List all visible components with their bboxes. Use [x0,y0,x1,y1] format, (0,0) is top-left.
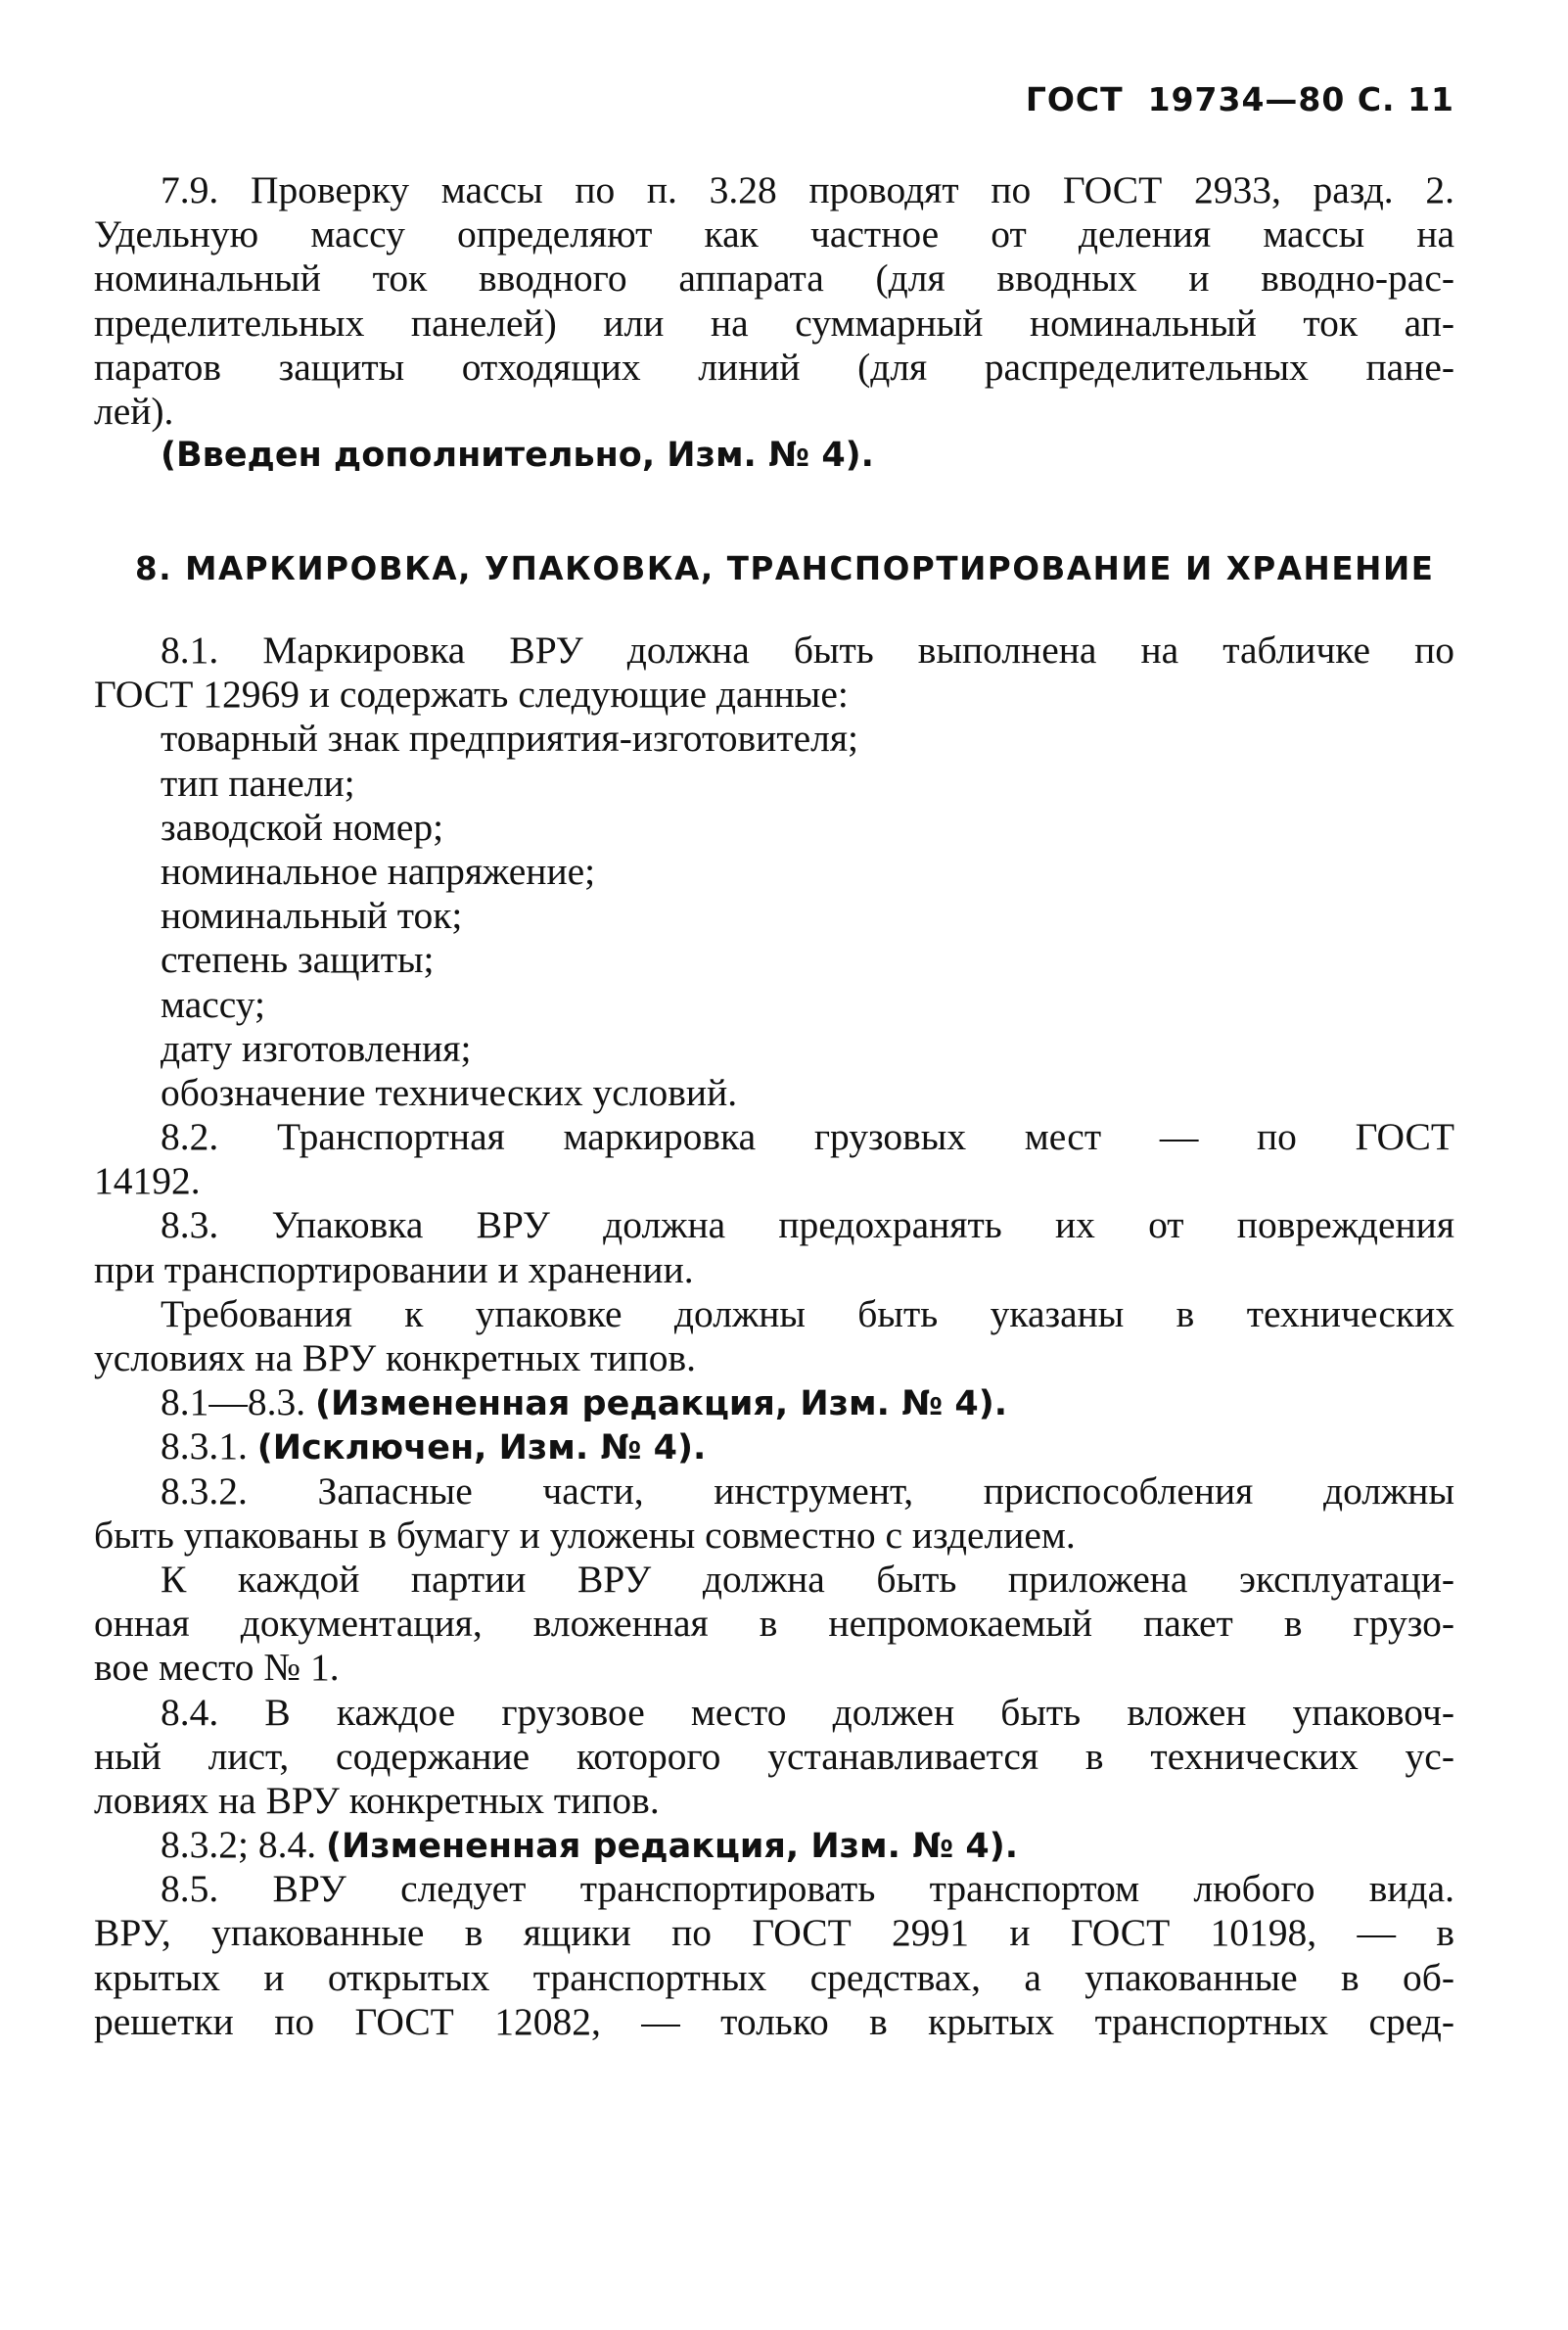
note-ref: 8.3.2; 8.4. [161,1823,326,1867]
text-line: быть упакованы в бумагу и уложены совместно с изделием. [94,1513,1076,1557]
note-ref: 8.3.1. [161,1424,257,1468]
text-line: ловиях на ВРУ конкретных типов. [94,1778,660,1822]
list-item: номинальное напряжение; [161,849,596,893]
text-line: 8.3. Упаковка ВРУ должна предохранять их от повреждения [161,1203,1454,1247]
text-line: Удельную массу определяют как частное от деления массы на [94,212,1454,256]
list-item: степень защиты; [161,938,435,982]
text-line: Требования к упаковке должны быть указаны в технических [161,1291,1454,1335]
text-line: вое место № 1. [94,1646,340,1690]
amendment-note: (Введен дополнительно, Изм. № 4). [161,436,874,476]
text-line: 14192. [94,1159,201,1203]
list-item: заводской номер; [161,805,444,849]
note-text: (Измененная редакция, Изм. № 4). [325,1827,1019,1867]
section-8-body [94,629,1454,2044]
list-item: массу; [161,982,266,1026]
text-line: ВРУ, упакованные в ящики по ГОСТ 2991 и ГОСТ 10198, — в [94,1911,1454,1955]
list-item: обозначение технических условий. [161,1070,738,1114]
text-line: лей). [94,389,174,433]
text-line: ный лист, содержание которого устанавливается в технических ус- [94,1734,1454,1778]
text-line: 8.1. Маркировка ВРУ должна быть выполнена на табличке по [161,629,1454,672]
text-line: решетки по ГОСТ 12082, — только в крытых транспортных сред- [94,1999,1454,2043]
text-line: при транспортировании и хранении. [94,1247,694,1291]
list-item: дату изготовления; [161,1026,472,1070]
list-item: тип панели; [161,761,355,805]
amendment-note [94,1380,1454,1424]
amendment-note [94,1424,1454,1468]
list-item: товарный знак предприятия-изготовителя; [161,717,858,761]
running-header: ГОСТ 19734—80 С. 11 [1025,80,1454,118]
amendment-note [94,1823,1454,1867]
note-ref: 8.1—8.3. [161,1380,315,1424]
text-line: 8.3.2. Запасные части, инструмент, приспособления должны [161,1468,1454,1513]
paragraph-7-9 [94,168,1454,478]
text-line: 8.2. Транспортная маркировка грузовых мест — по ГОСТ [161,1115,1454,1159]
text-line: 8.4. В каждое грузовое место должен быть вложен упаковоч- [161,1690,1454,1734]
text-line: 8.5. ВРУ следует транспортировать транспортом любого вида. [161,1867,1454,1911]
text-line: К каждой партии ВРУ должна быть приложена эксплуатаци- [161,1557,1454,1601]
text-line: пределительных панелей) или на суммарный номинальный ток ап- [94,301,1454,345]
note-text: (Исключен, Изм. № 4). [256,1428,707,1468]
text-line: условиях на ВРУ конкретных типов. [94,1336,696,1379]
text-line: паратов защиты отходящих линий (для распределительных пане- [94,345,1454,389]
text-line: онная документация, вложенная в непромокаемый пакет в грузо- [94,1602,1454,1646]
section-heading: 8. МАРКИРОВКА, УПАКОВКА, ТРАНСПОРТИРОВАНИЕ И ХРАНЕНИЕ [135,550,1435,587]
text-line: ГОСТ 12969 и содержать следующие данные: [94,673,849,717]
text-line: 7.9. Проверку массы по п. 3.28 проводят по ГОСТ 2933, разд. 2. [161,168,1454,211]
note-text: (Измененная редакция, Изм. № 4). [315,1384,1008,1424]
list-item: номинальный ток; [161,894,463,938]
text-line: крытых и открытых транспортных средствах, а упакованные в об- [94,1955,1454,1999]
text-line: номинальный ток вводного аппарата (для вводных и вводно-рас- [94,256,1454,301]
